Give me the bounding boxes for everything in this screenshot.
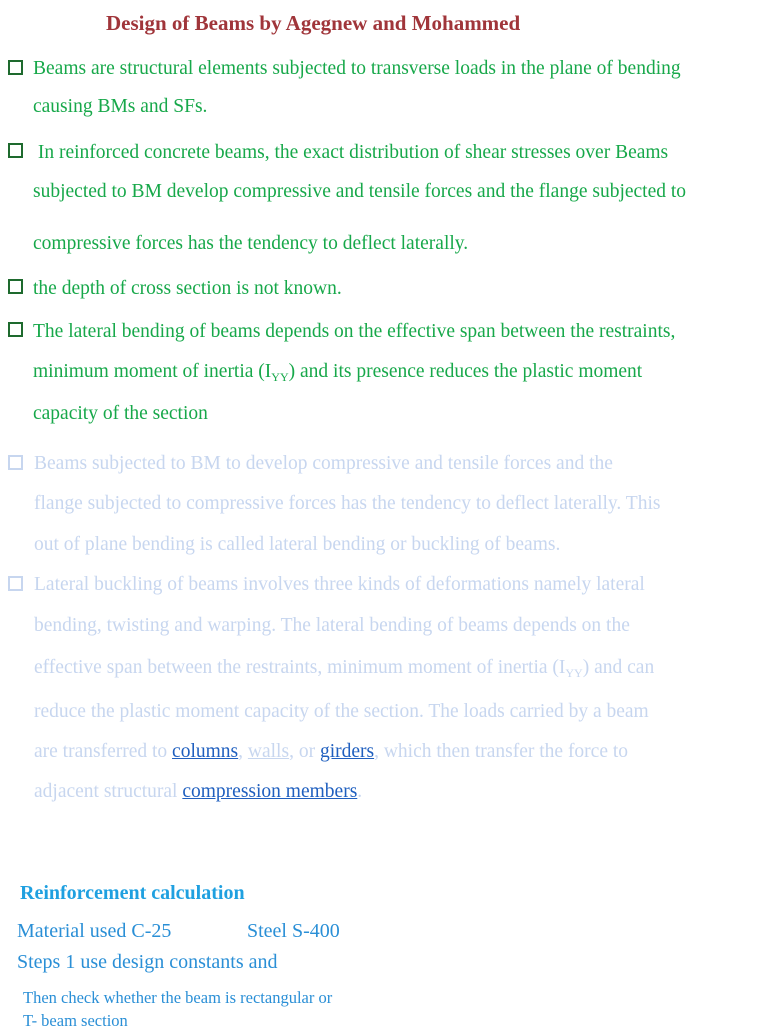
faded-bullet-2-line-6	[34, 780, 362, 804]
faded-bullet-1-line-3: out of plane bending is called lateral bending or buckling of beams.	[34, 534, 561, 555]
faded-bullet-2-line-1: Lateral buckling of beams involves three kinds of deformations namely lateral	[34, 574, 645, 595]
faded-line-6-post: .	[357, 781, 363, 802]
bullet-1-line-1: Beams are structural elements subjected to transverse loads in the plane of bending	[33, 58, 681, 79]
steel-grade: Steel S-400	[247, 920, 340, 942]
check-text-line-2: T- beam section	[23, 1011, 128, 1030]
checkbox-bullet-icon	[8, 60, 23, 75]
faded-line-3-post: ) and can	[582, 657, 655, 678]
faded-line-5-post: , which then transfer the force to	[374, 741, 629, 762]
subscript-yy: YY	[565, 666, 583, 680]
steps-text: Steps 1 use design constants and	[17, 951, 278, 973]
bullet-4-line-1: The lateral bending of beams depends on the effective span between the restraints,	[33, 321, 676, 342]
separator: , or	[289, 741, 320, 762]
separator: ,	[238, 741, 248, 762]
bullet-4-line-3: capacity of the section	[33, 403, 208, 424]
link-walls[interactable]: walls	[247, 741, 290, 762]
check-text-line-1: Then check whether the beam is rectangular or	[23, 988, 333, 1007]
faded-line-5-pre: are transferred to	[34, 741, 173, 762]
faded-bullet-2-line-2: bending, twisting and warping. The lateral bending of beams depends on the	[34, 615, 630, 636]
subscript-yy: YY	[271, 370, 289, 384]
faded-bullet-2-line-5	[34, 740, 628, 764]
bullet-4-line-2	[33, 360, 642, 384]
checkbox-bullet-icon	[8, 322, 23, 337]
bullet-2-line-2: subjected to BM develop compressive and tensile forces and the flange subjected to	[33, 181, 687, 202]
page-title: Design of Beams by Agegnew and Mohammed	[106, 11, 521, 35]
bullet-4-line-2-post: ) and its presence reduces the plastic moment	[288, 361, 643, 382]
bullet-3-line-1: the depth of cross section is not known.	[33, 278, 342, 299]
faded-line-3-pre: effective span between the restraints, minimum moment of inertia (I	[34, 657, 566, 678]
checkbox-bullet-icon	[8, 143, 23, 158]
bullet-2-line-1: In reinforced concrete beams, the exact distribution of shear stresses over Beams	[33, 142, 669, 163]
checkbox-bullet-icon	[8, 455, 23, 470]
link-columns[interactable]: columns	[172, 741, 239, 762]
faded-bullet-2-line-3	[34, 656, 654, 680]
link-girders[interactable]: girders	[319, 741, 375, 762]
faded-bullet-1-line-2: flange subjected to compressive forces has the tendency to deflect laterally. This	[34, 493, 661, 514]
checkbox-bullet-icon	[8, 576, 23, 591]
faded-bullet-2-line-4: reduce the plastic moment capacity of the section. The loads carried by a beam	[34, 701, 649, 722]
bullet-1-line-2: causing BMs and SFs.	[33, 96, 208, 117]
link-compression-members[interactable]: compression members	[182, 781, 358, 802]
section-heading-reinforcement: Reinforcement calculation	[20, 882, 245, 904]
material-used: Material used C-25	[17, 920, 172, 942]
faded-bullet-1-line-1: Beams subjected to BM to develop compressive and tensile forces and the	[34, 453, 613, 474]
faded-line-6-pre: adjacent structural	[34, 781, 183, 802]
bullet-2-line-3: compressive forces has the tendency to deflect laterally.	[33, 233, 469, 254]
bullet-4-line-2-pre: minimum moment of inertia (I	[33, 361, 272, 382]
checkbox-bullet-icon	[8, 279, 23, 294]
